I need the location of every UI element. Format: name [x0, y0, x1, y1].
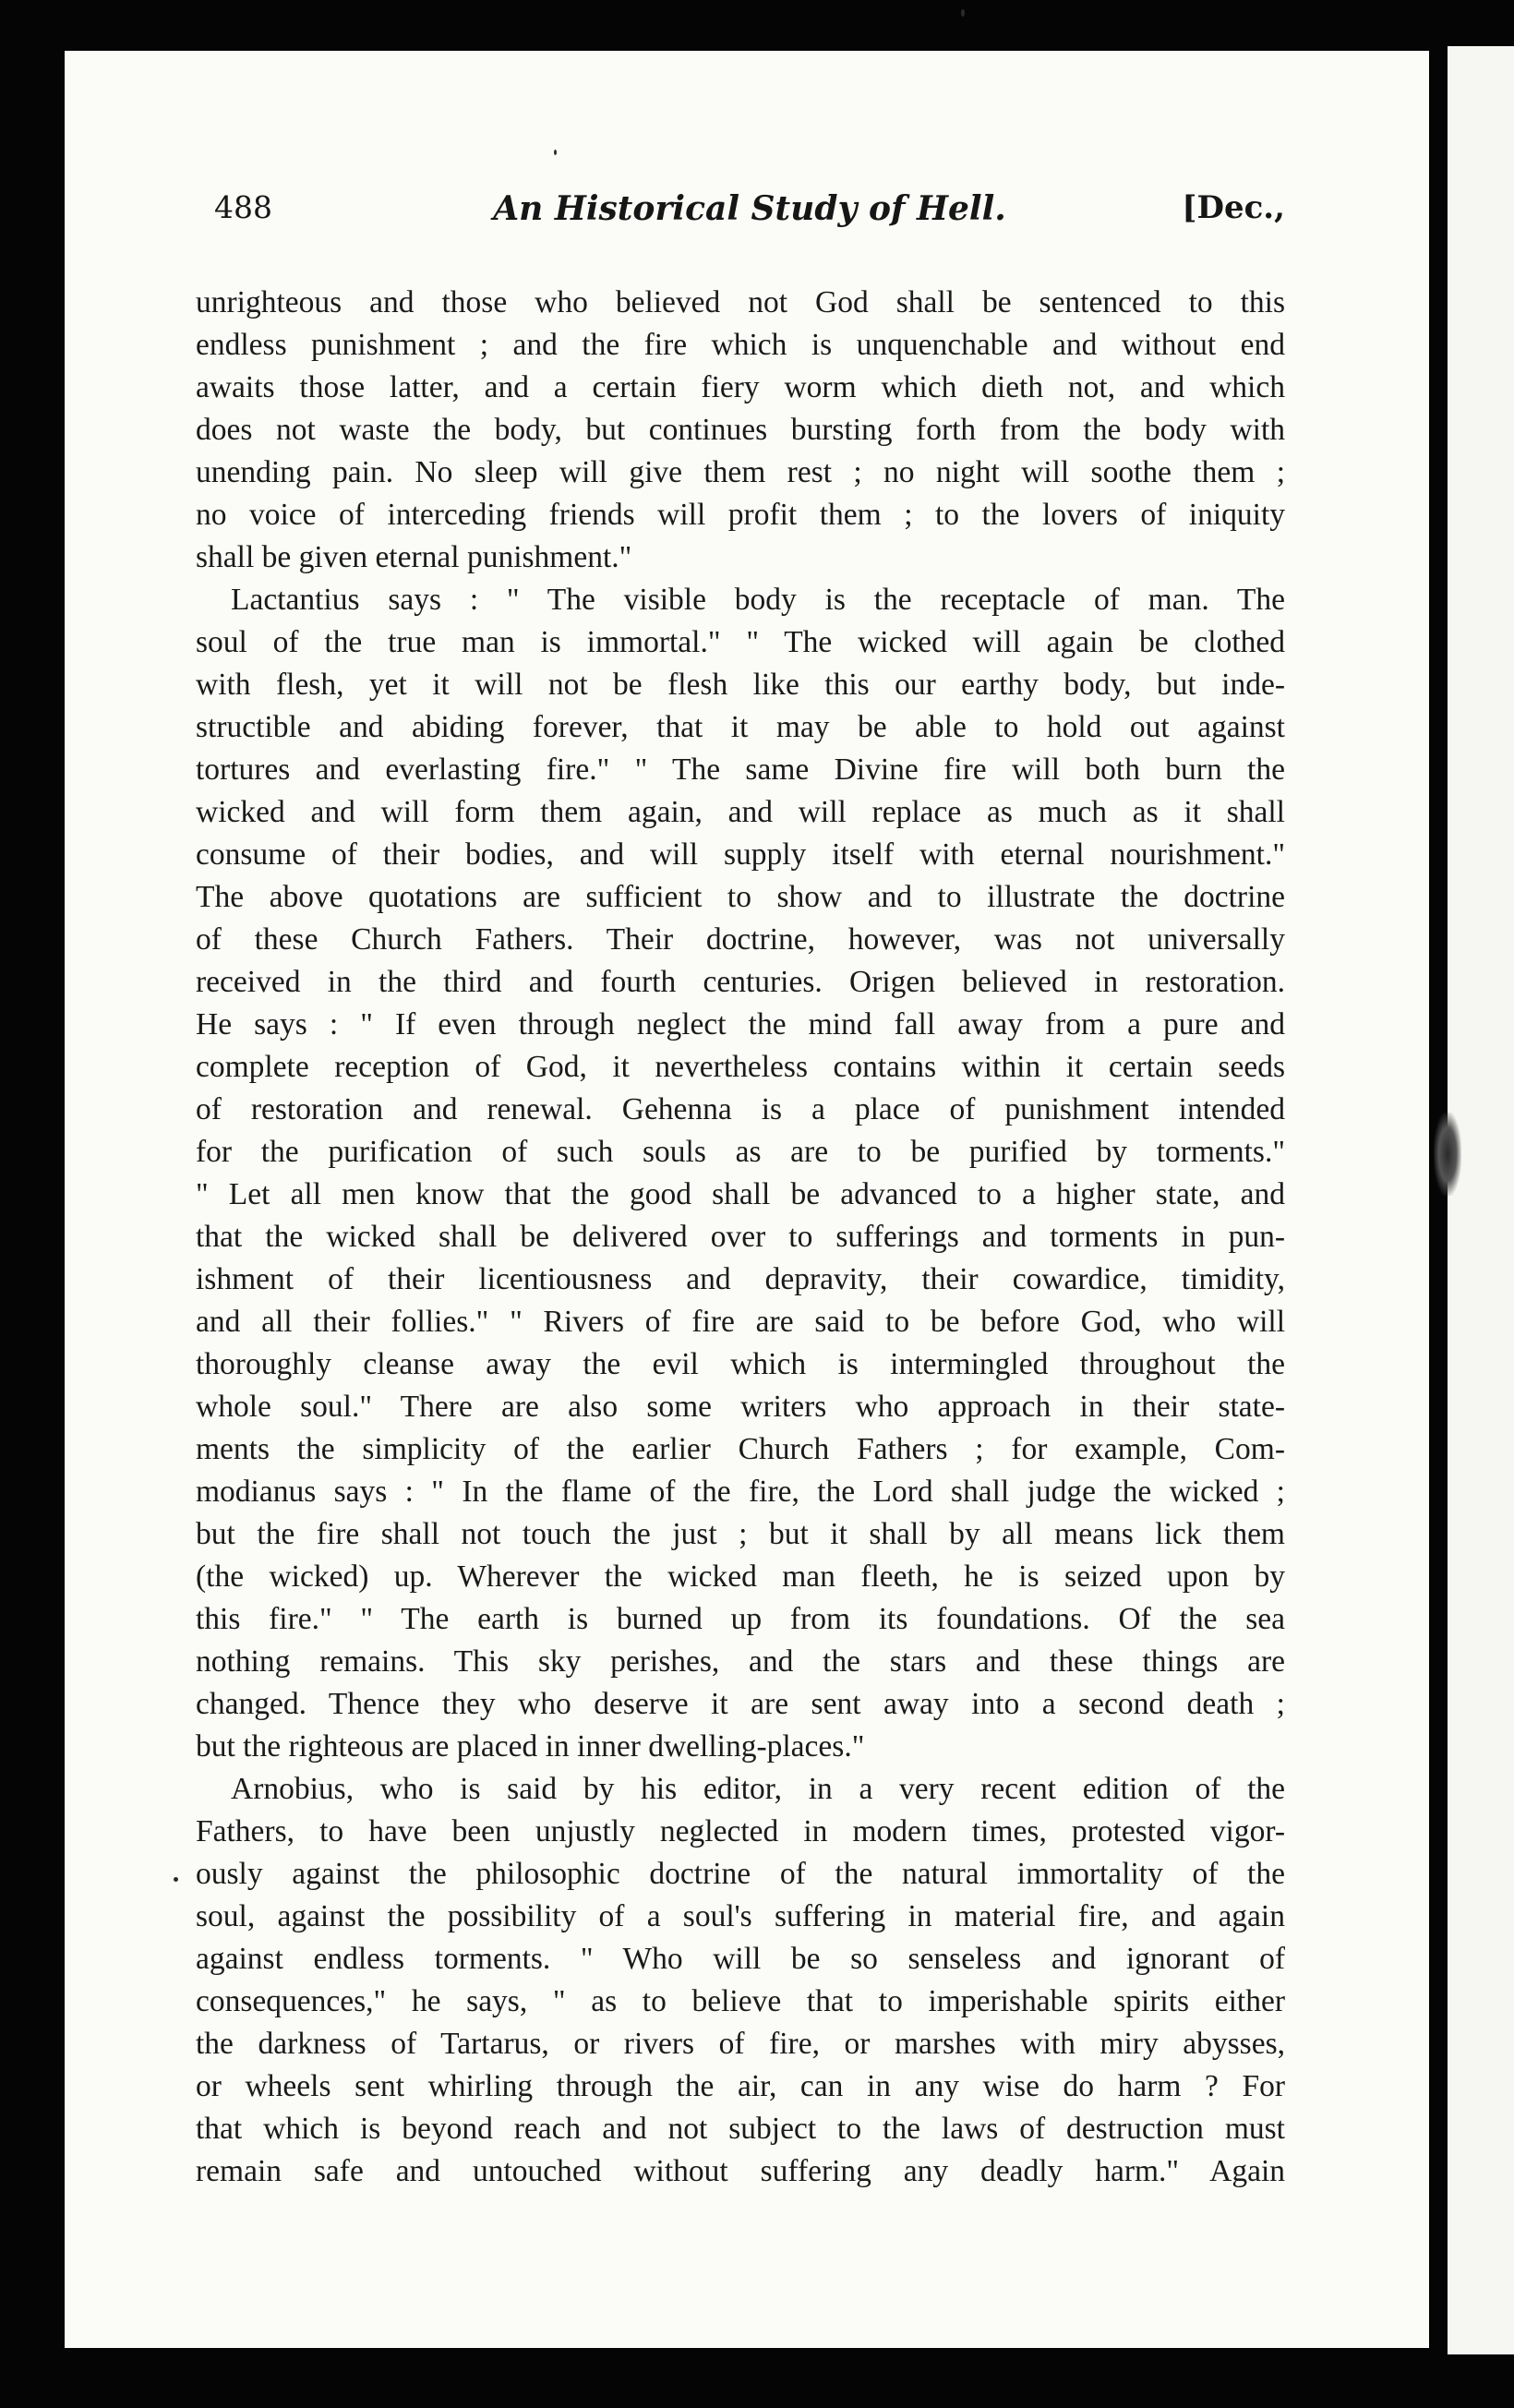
text-line: He says : " If even through neglect the mind fall away from a pure and: [196, 1007, 1285, 1041]
text-line: thoroughly cleanse away the evil which is intermingled throughout the: [196, 1347, 1285, 1381]
text-line: nothing remains. This sky perishes, and the stars and these things are: [196, 1644, 1285, 1679]
text-line: against endless torments. " Who will be so senseless and ignorant of: [196, 1942, 1285, 1976]
text-line: structible and abiding forever, that it may be able to hold out against: [196, 710, 1285, 744]
text-line: Fathers, to have been unjustly neglected in modern times, protested vigor-: [196, 1814, 1285, 1848]
text-line: unrighteous and those who believed not God shall be sentenced to this: [196, 285, 1285, 319]
text-line: whole soul." There are also some writers who approach in their state-: [196, 1390, 1285, 1424]
text-line: no voice of interceding friends will profit them ; to the lovers of iniquity: [196, 498, 1285, 532]
text-line: ishment of their licentiousness and depravity, their cowardice, timidity,: [196, 1262, 1285, 1296]
facing-page-edge: [1448, 46, 1514, 2354]
text-line: The above quotations are sufficient to show and to illustrate the doctrine: [196, 880, 1285, 914]
dust-speck: [554, 150, 557, 155]
text-line: but the righteous are placed in inner dwelling-places.": [196, 1729, 865, 1764]
text-line: consequences," he says, " as to believe that to imperishable spirits either: [196, 1984, 1285, 2018]
text-line: complete reception of God, it nevertheless contains within it certain seeds: [196, 1050, 1285, 1084]
text-line: modianus says : " In the flame of the fire, the Lord shall judge the wicked ;: [196, 1475, 1285, 1509]
body-text: [196, 282, 1285, 2193]
section-mark: [Dec.,: [1182, 189, 1285, 226]
text-line: and all their follies." " Rivers of fire are said to be before God, who will: [196, 1305, 1285, 1339]
text-line: soul, against the possibility of a soul's suffering in material fire, and again: [196, 1899, 1285, 1933]
text-line: ously against the philosophic doctrine of the natural immortality of the: [196, 1857, 1285, 1891]
text-line: received in the third and fourth centuries. Origen believed in restoration.: [196, 965, 1285, 999]
text-line: does not waste the body, but continues bursting forth from the body with: [196, 413, 1285, 447]
text-line: tortures and everlasting fire." " The same Divine fire will both burn the: [196, 752, 1285, 787]
text-line: of these Church Fathers. Their doctrine, however, was not universally: [196, 922, 1285, 957]
text-line: soul of the true man is immortal." " The wicked will again be clothed: [196, 625, 1285, 659]
text-line: the darkness of Tartarus, or rivers of fire, or marshes with miry abysses,: [196, 2027, 1285, 2061]
text-line: endless punishment ; and the fire which is unquenchable and without end: [196, 328, 1285, 362]
text-line: but the fire shall not touch the just ; but it shall by all means lick them: [196, 1517, 1285, 1551]
text-line: unending pain. No sleep will give them rest ; no night will soothe them ;: [196, 455, 1285, 489]
text-line: Lactantius says : " The visible body is the receptacle of man. The: [231, 583, 1285, 617]
text-line: ments the simplicity of the earlier Church Fathers ; for example, Com-: [196, 1432, 1285, 1466]
page-header: [214, 189, 1285, 254]
text-line: that which is beyond reach and not subject to the laws of destruction must: [196, 2112, 1285, 2146]
text-line: changed. Thence they who deserve it are sent away into a second death ;: [196, 1687, 1285, 1721]
text-line: awaits those latter, and a certain fiery worm which dieth not, and which: [196, 370, 1285, 404]
running-title: An Historical Study of Hell.: [493, 189, 1006, 228]
ink-blot: [1434, 1113, 1461, 1196]
dust-speck: [961, 9, 965, 17]
text-line: of restoration and renewal. Gehenna is a place of punishment intended: [196, 1092, 1285, 1126]
page-number: 488: [214, 189, 272, 225]
text-line: shall be given eternal punishment.": [196, 540, 632, 574]
text-line: Arnobius, who is said by his editor, in a very recent edition of the: [231, 1772, 1285, 1806]
text-line: " Let all men know that the good shall be advanced to a higher state, and: [196, 1177, 1285, 1211]
dust-speck: [174, 1877, 178, 1882]
text-line: with flesh, yet it will not be flesh like this our earthy body, but inde-: [196, 668, 1285, 702]
text-line: that the wicked shall be delivered over to sufferings and torments in pun-: [196, 1220, 1285, 1254]
text-line: wicked and will form them again, and will replace as much as it shall: [196, 795, 1285, 829]
text-line: or wheels sent whirling through the air, can in any wise do harm ? For: [196, 2069, 1285, 2103]
text-line: for the purification of such souls as are to be purified by torments.": [196, 1135, 1285, 1169]
text-line: (the wicked) up. Wherever the wicked man fleeth, he is seized upon by: [196, 1559, 1285, 1594]
text-line: remain safe and untouched without suffering any deadly harm." Again: [196, 2154, 1285, 2188]
text-line: consume of their bodies, and will supply itself with eternal nourishment.": [196, 837, 1285, 872]
text-line: this fire." " The earth is burned up from its foundations. Of the sea: [196, 1602, 1285, 1636]
